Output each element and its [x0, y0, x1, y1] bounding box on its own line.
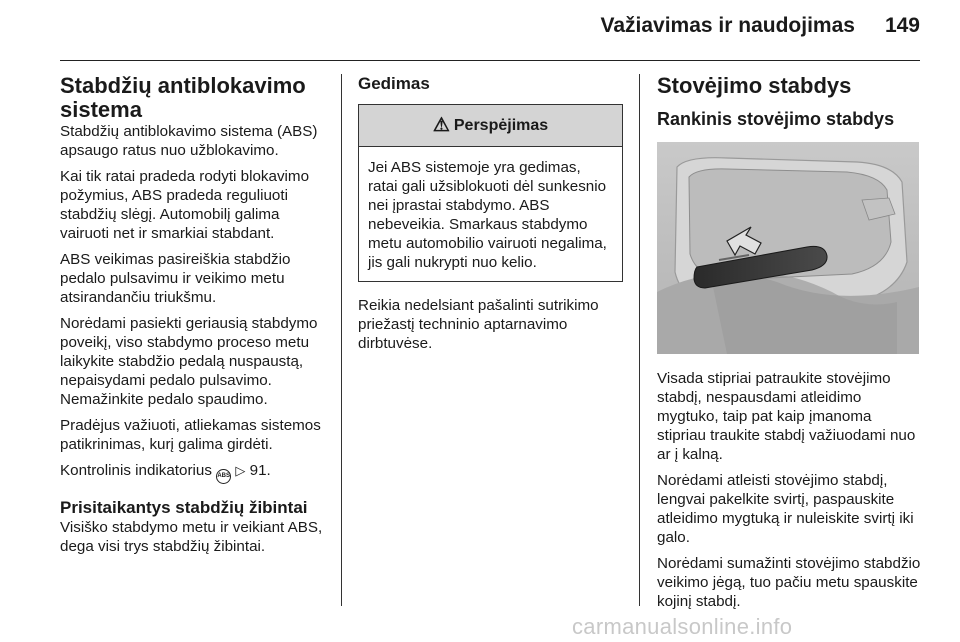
paragraph: Reikia nedelsiant pašalinti sutrikimo priežastį techninio aptarnavimo dirbtuvėse. — [358, 297, 599, 352]
watermark: carmanualsonline.info — [572, 614, 793, 639]
warning-box — [358, 104, 623, 282]
paragraph: ABS veikimas pasireiškia stabdžio pedalo pulsavimu ir veikimo metu atsirandančiu triukšmu. — [60, 251, 291, 306]
section-heading-parking-brake: Stovėjimo stabdys — [657, 73, 852, 98]
warning-triangle-icon: ⚠ — [432, 115, 450, 136]
indicator-line — [60, 461, 330, 484]
paragraph: Pradėjus važiuoti, atliekamas sistemos patikrinimas, kurį galima girdėti. — [60, 417, 321, 453]
paragraph: Visada stipriai patraukite stovėjimo stabdį, nespausdami atleidimo mygtuko, taip pat kaip įmanoma stipriau traukite stabdį važiuodami nuo ar į kalną. — [657, 370, 916, 463]
paragraph: Stabdžių antiblokavimo sistema (ABS) apsaugo ratus nuo užblokavimo. — [60, 123, 318, 159]
reference-arrow-icon: ▷ — [235, 463, 246, 478]
parking-brake-lever-photo — [657, 142, 919, 354]
column-abs — [60, 74, 330, 563]
warning-header — [359, 105, 622, 147]
warning-text: Jei ABS sistemoje yra gedimas, ratai gali užsiblokuoti dėl sunkesnio nei įprastai stabdymo. ABS nebeveikia. Smarkaus stabdymo metu automobilio vairuoti negalima, jis gali nukrypti nuo kelio. — [368, 159, 607, 271]
chapter-title: Važiavimas ir naudojimas — [600, 14, 855, 37]
header-divider — [60, 60, 920, 61]
column-divider — [341, 74, 342, 606]
paragraph: Norėdami pasiekti geriausią stabdymo poveikį, viso stabdymo proceso metu laikykite stabdžio pedalą nuspaustą, nepaisydami pedalo pulsavimo. Nemažinkite pedalo spaudimo. — [60, 315, 318, 408]
page-header — [601, 14, 921, 38]
page-number: 149 — [884, 14, 920, 37]
subsection-heading-brake-lights: Prisitaikantys stabdžių žibintai — [60, 498, 308, 517]
column-divider — [639, 74, 640, 606]
column-parking-brake — [657, 74, 922, 618]
column-fault — [358, 74, 623, 360]
subsection-heading-hand-brake: Rankinis stovėjimo stabdys — [657, 109, 895, 129]
paragraph: Norėdami sumažinti stovėjimo stabdžio veikimo jėgą, tuo pačiu metu spauskite kojinį stabdį. — [657, 555, 921, 610]
paragraph: Norėdami atleisti stovėjimo stabdį, lengvai pakelkite svirtį, paspauskite atleidimo mygtuką ir nuleiskite svirtį iki galo. — [657, 472, 914, 546]
section-heading-fault: Gedimas — [358, 74, 430, 93]
page-reference: 91. — [249, 462, 271, 479]
abs-indicator-icon: ABS — [216, 469, 231, 484]
indicator-text: Kontrolinis indikatorius — [60, 462, 212, 479]
paragraph: Kai tik ratai pradeda rodyti blokavimo požymius, ABS pradeda reguliuoti stabdžių slėgį. Automobilį galima vairuoti net ir smarkiai stabdant. — [60, 168, 310, 242]
paragraph: Visiško stabdymo metu ir veikiant ABS, dega visi trys stabdžių žibintai. — [60, 519, 323, 555]
section-heading-abs: Stabdžių antiblokavimo sistema — [60, 73, 306, 122]
warning-title: Perspėjimas — [453, 117, 549, 134]
